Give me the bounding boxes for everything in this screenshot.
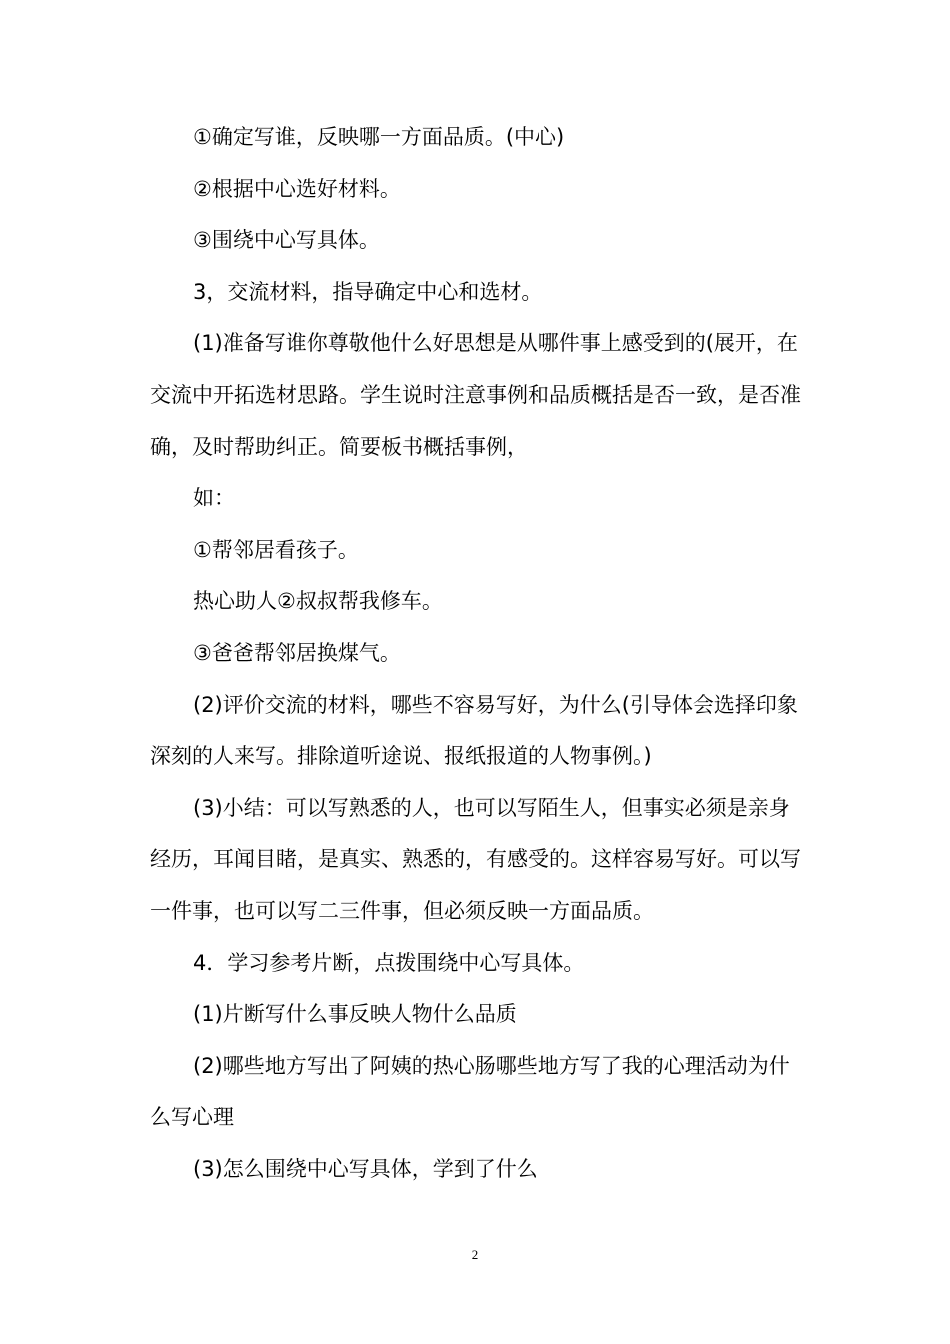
paragraph: ①确定写谁，反映哪一方面品质。(中心): [193, 125, 565, 149]
page-number: 2: [471, 1247, 479, 1262]
paragraph: (1)准备写谁你尊敬他什么好思想是从哪件事上感受到的(展开，在交流中开拓选材思路。学生说时注意事例和品质概括是否一致，是否准确，及时帮助纠正。简要板书概括事例，: [150, 331, 801, 459]
paragraph: (3)怎么围绕中心写具体，学到了什么: [193, 1156, 538, 1181]
paragraph: ①帮邻居看孩子。: [193, 537, 359, 562]
paragraph: 3，交流材料，指导确定中心和选材。: [193, 279, 543, 304]
paragraph: (3)小结：可以写熟悉的人，也可以写陌生人，但事实必须是亲身经历，耳闻目睹，是真实、熟悉的，有感受的。这样容易写好。可以写一件事，也可以写二三件事，但必须反映一方面品质。: [150, 795, 801, 923]
paragraph: ③围绕中心写具体。: [193, 228, 380, 253]
paragraph: ③爸爸帮邻居换煤气。: [193, 640, 401, 665]
paragraph: ②根据中心选好材料。: [193, 176, 401, 201]
paragraph: 如：: [193, 486, 235, 511]
paragraph: 4．学习参考片断，点拨围绕中心写具体。: [193, 950, 585, 975]
paragraph: 热心助人②叔叔帮我修车。: [193, 589, 443, 614]
paragraph: (2)哪些地方写出了阿姨的热心肠哪些地方写了我的心理活动为什么写心理: [150, 1053, 790, 1130]
document-body: [150, 112, 802, 1195]
paragraph: (1)片断写什么事反映人物什么品质: [193, 1002, 517, 1027]
paragraph: (2)评价交流的材料，哪些不容易写好，为什么(引导体会选择印象深刻的人来写。排除道听途说、报纸报道的人物事例。): [150, 692, 798, 769]
